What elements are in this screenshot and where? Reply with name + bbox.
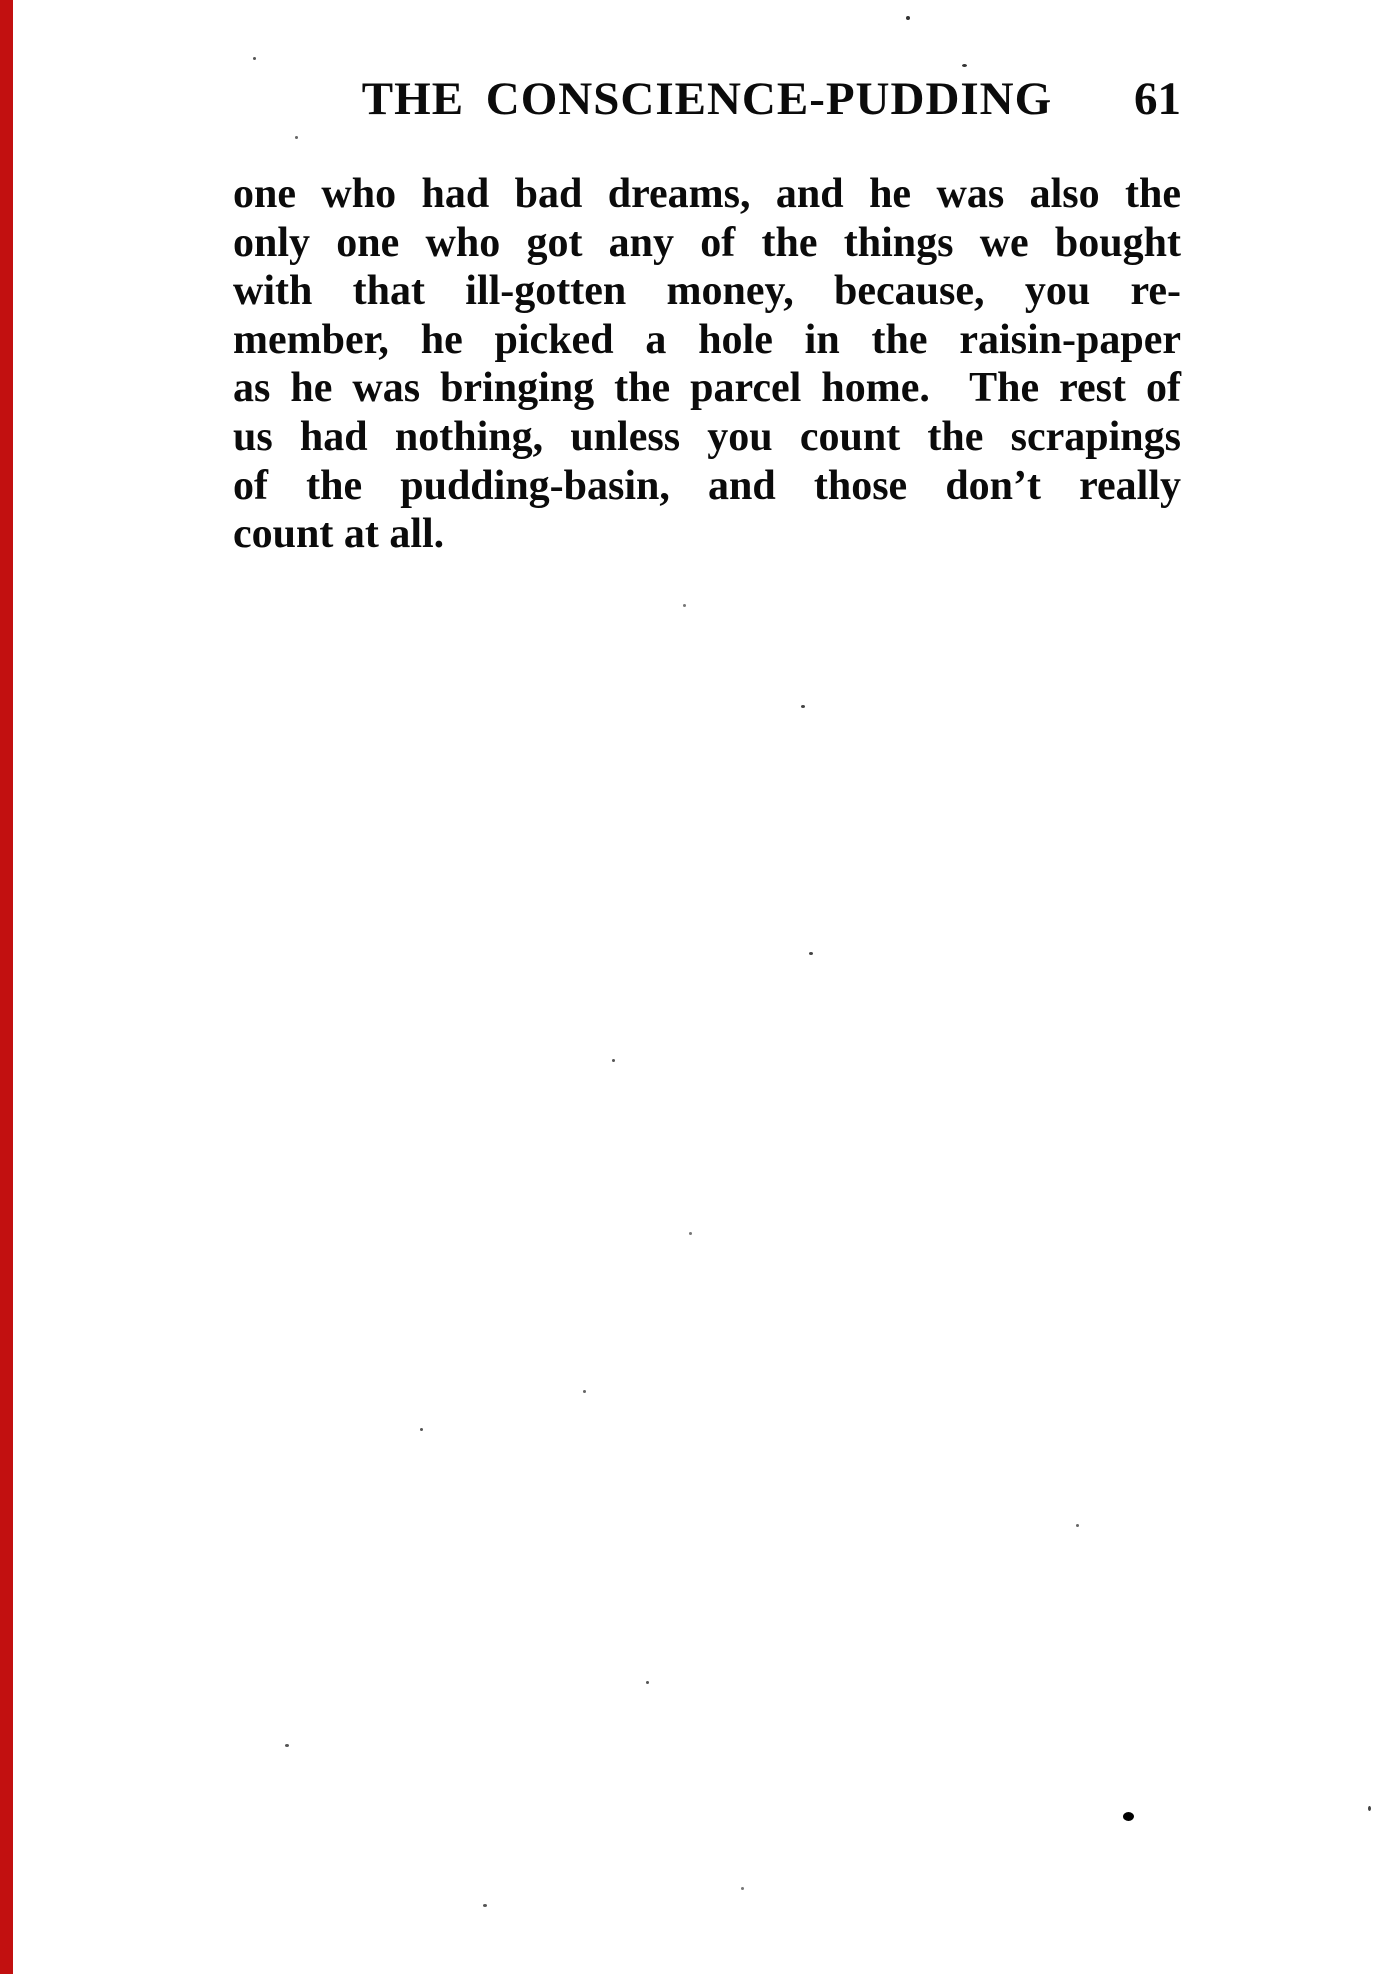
scan-speck (420, 1428, 423, 1431)
running-header-title: THE CONSCIENCE-PUDDING (361, 73, 1053, 125)
paragraph-block (233, 170, 1181, 559)
scan-speck (483, 1904, 487, 1907)
scan-speck (962, 64, 967, 67)
scan-speck (646, 1681, 649, 1684)
body-text-line: only one who got any of the things we bought (233, 219, 1181, 266)
body-text-line: one who had bad dreams, and he was also the (233, 171, 1181, 217)
scan-speck (906, 16, 910, 20)
body-text-line: us had nothing, unless you count the scrapings (233, 413, 1181, 460)
scan-speck (253, 57, 256, 60)
body-text-line: of the pudding-basin, and those don’t really (233, 462, 1181, 509)
body-text-line: with that ill-gotten money, because, you re- (233, 268, 1181, 315)
scan-speck (683, 604, 686, 607)
scan-speck (741, 1887, 744, 1890)
scan-speck (295, 136, 298, 139)
body-text-line: count at all. (233, 511, 445, 558)
scan-speck (1076, 1524, 1079, 1527)
scan-speck (612, 1059, 615, 1062)
running-header (233, 72, 1181, 125)
scan-speck (689, 1232, 692, 1235)
book-edge-red-stripe (0, 0, 13, 1974)
page-number: 61 (1134, 73, 1181, 125)
scan-speck (809, 952, 813, 955)
scan-speck (801, 705, 805, 708)
scan-speck (285, 1744, 289, 1747)
scan-speck (1123, 1812, 1134, 1821)
body-text-line: member, he picked a hole in the raisin-paper (233, 316, 1181, 363)
scan-speck (1368, 1806, 1371, 1811)
scan-speck (583, 1390, 586, 1393)
body-text-line: as he was bringing the parcel home. The rest of (233, 365, 1181, 412)
